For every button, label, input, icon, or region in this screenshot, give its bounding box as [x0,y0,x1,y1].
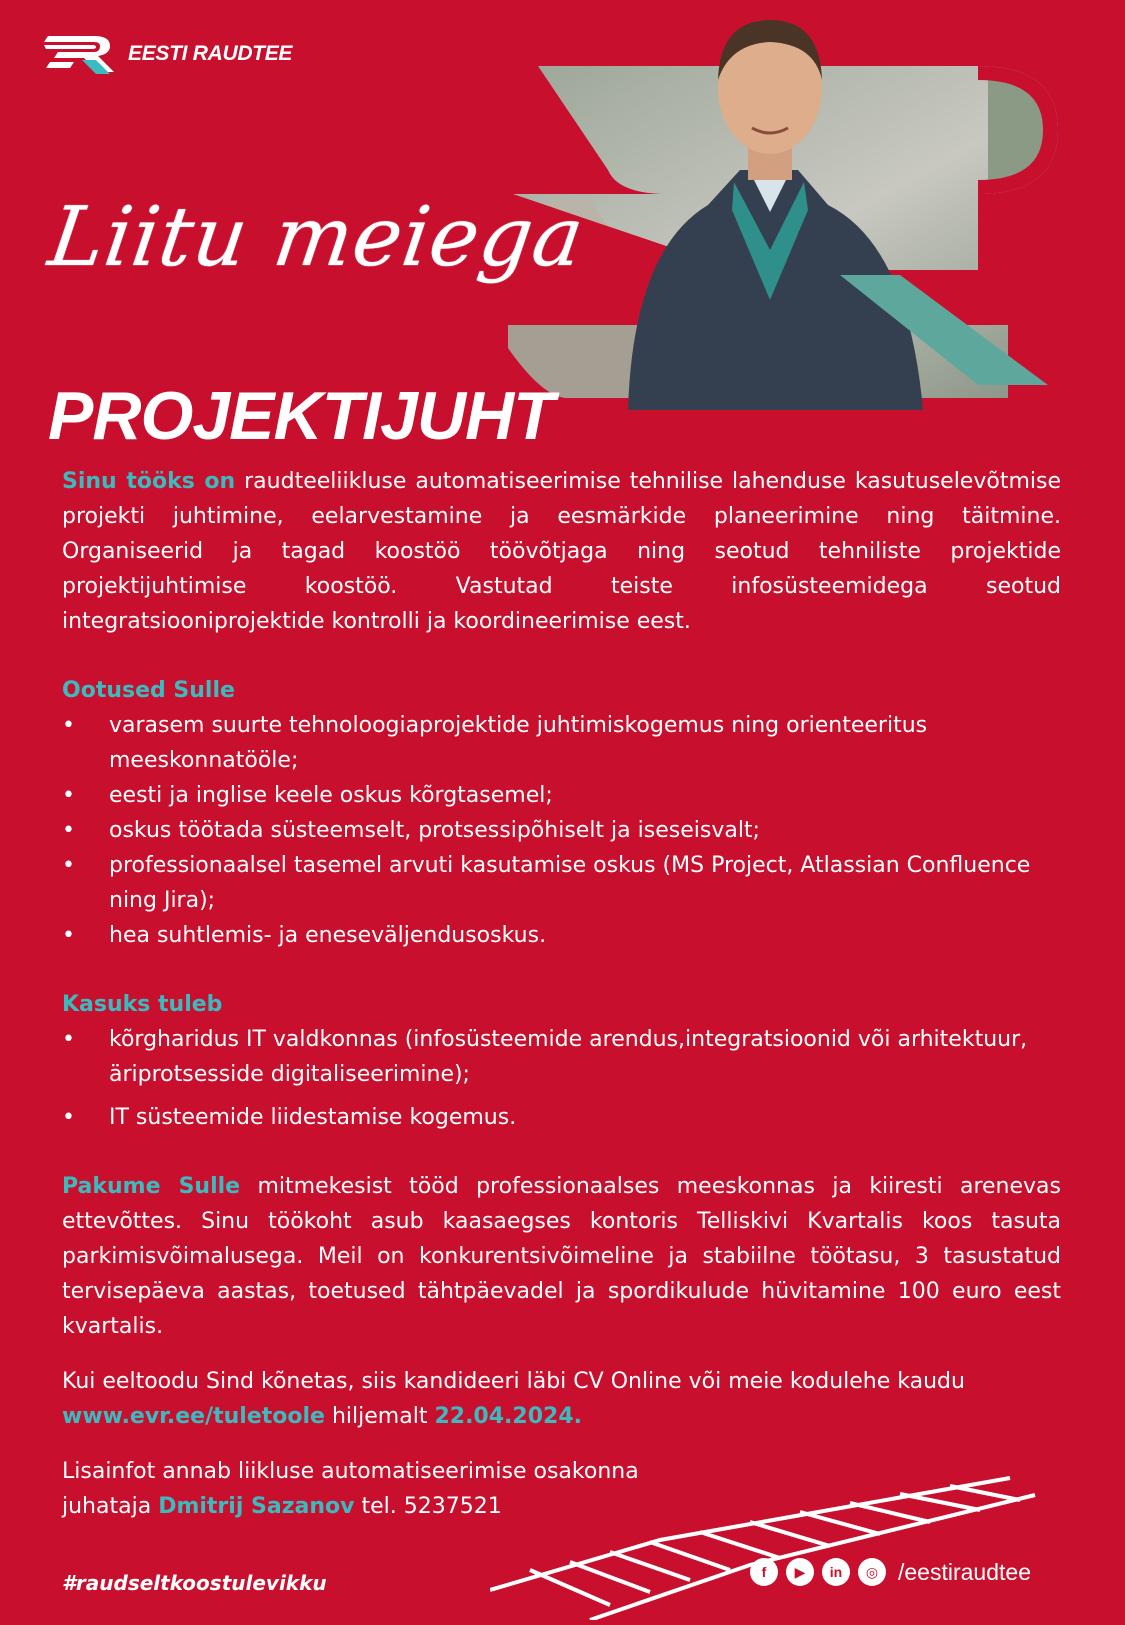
contact-role: juhataja [62,1494,152,1519]
contact-name: Dmitrij Sazanov [158,1494,355,1519]
contact-phone: tel. 5237521 [361,1494,502,1519]
contact-text: Lisainfot annab liikluse automatiseerimise osakonna [62,1459,639,1484]
list-item: • hea suhtlemis- ja eneseväljendusoskus. [62,918,1061,953]
instagram-icon[interactable]: ◎ [858,1558,886,1586]
advantages-heading: Kasuks tuleb [62,992,223,1017]
list-item: • kõrgharidus IT valdkonnas (infosüsteemide arendus,integratsioonid või arhitektuur, äriprotsesside digitaliseerimine); [62,1022,1061,1092]
apply-link[interactable]: www.evr.ee/tuletoole [62,1404,325,1429]
social-links [750,1558,1031,1586]
hero-portrait-graphic [508,0,1125,410]
script-headline: Liitu meiega [43,190,590,285]
advantages-list [62,1022,1061,1135]
apply-text: Kui eeltoodu Sind kõnetas, siis kandideeri läbi CV Online või meie kodulehe kaudu [62,1369,965,1394]
expectations-heading: Ootused Sulle [62,678,235,703]
social-handle[interactable]: /eestiraudtee [898,1558,1031,1585]
apply-paragraph [62,1364,1061,1434]
facebook-icon[interactable]: f [750,1558,778,1586]
railway-tracks-graphic [490,1470,1050,1620]
hashtag: #raudseltkoostulevikku [62,1571,327,1595]
intro-paragraph [62,464,1061,639]
offer-text: mitmekesist tööd professionaalses meeskonnas ja kiiresti arenevas ettevõttes. Sinu töökoht asub kaasaegses kontoris Telliskivi Kvartalis koos tasuta parkimisvõimalusega. Meil on konkurentsivõimeline ja stabiilne töötasu, 3 tasustatud tervisepäeva aastas, toetused tähtpäevadel ja spordikulude hüvitamine 100 euro eest kvartalis. [62,1174,1061,1339]
offer-paragraph [62,1169,1061,1344]
brand-logo [44,30,324,78]
ad-body [62,464,1061,1524]
list-item: • IT süsteemide liidestamise kogemus. [62,1100,1061,1135]
deadline-prefix: hiljemalt [331,1404,428,1429]
job-title: PROJEKTIJUHT [48,378,554,454]
youtube-icon[interactable]: ▶ [786,1558,814,1586]
offer-lead: Pakume Sulle [62,1174,241,1199]
eesti-raudtee-logo-icon [44,32,116,76]
list-item: • oskus töötada süsteemselt, protsessipõhiselt ja iseseisvalt; [62,813,1061,848]
intro-lead: Sinu tööks on [62,469,236,494]
list-item: • varasem suurte tehnoloogiaprojektide juhtimiskogemus ning orienteeritus meeskonnatööle; [62,708,1061,778]
list-item: • professionaalsel tasemel arvuti kasutamise oskus (MS Project, Atlassian Confluence ning Jira); [62,848,1061,918]
intro-text: raudteeliikluse automatiseerimise tehnilise lahenduse kasutuselevõtmise projekti juhtimine, eelarvestamine ja eesmärkide planeerimine ning täitmine. Organiseerid ja tagad koostöö töövõtjaga ning seotud tehniliste projektide projektijuhtimise koostöö. Vastutad teiste infosüsteemidega seotud integratsiooniprojektide kontrolli ja koordineerimise eest. [62,469,1061,634]
expectations-list [62,708,1061,953]
brand-name: EESTI RAUDTEE [128,42,293,65]
list-item: • eesti ja inglise keele oskus kõrgtasemel; [62,778,1061,813]
deadline-date: 22.04.2024. [434,1404,582,1429]
linkedin-icon[interactable]: in [822,1558,850,1586]
